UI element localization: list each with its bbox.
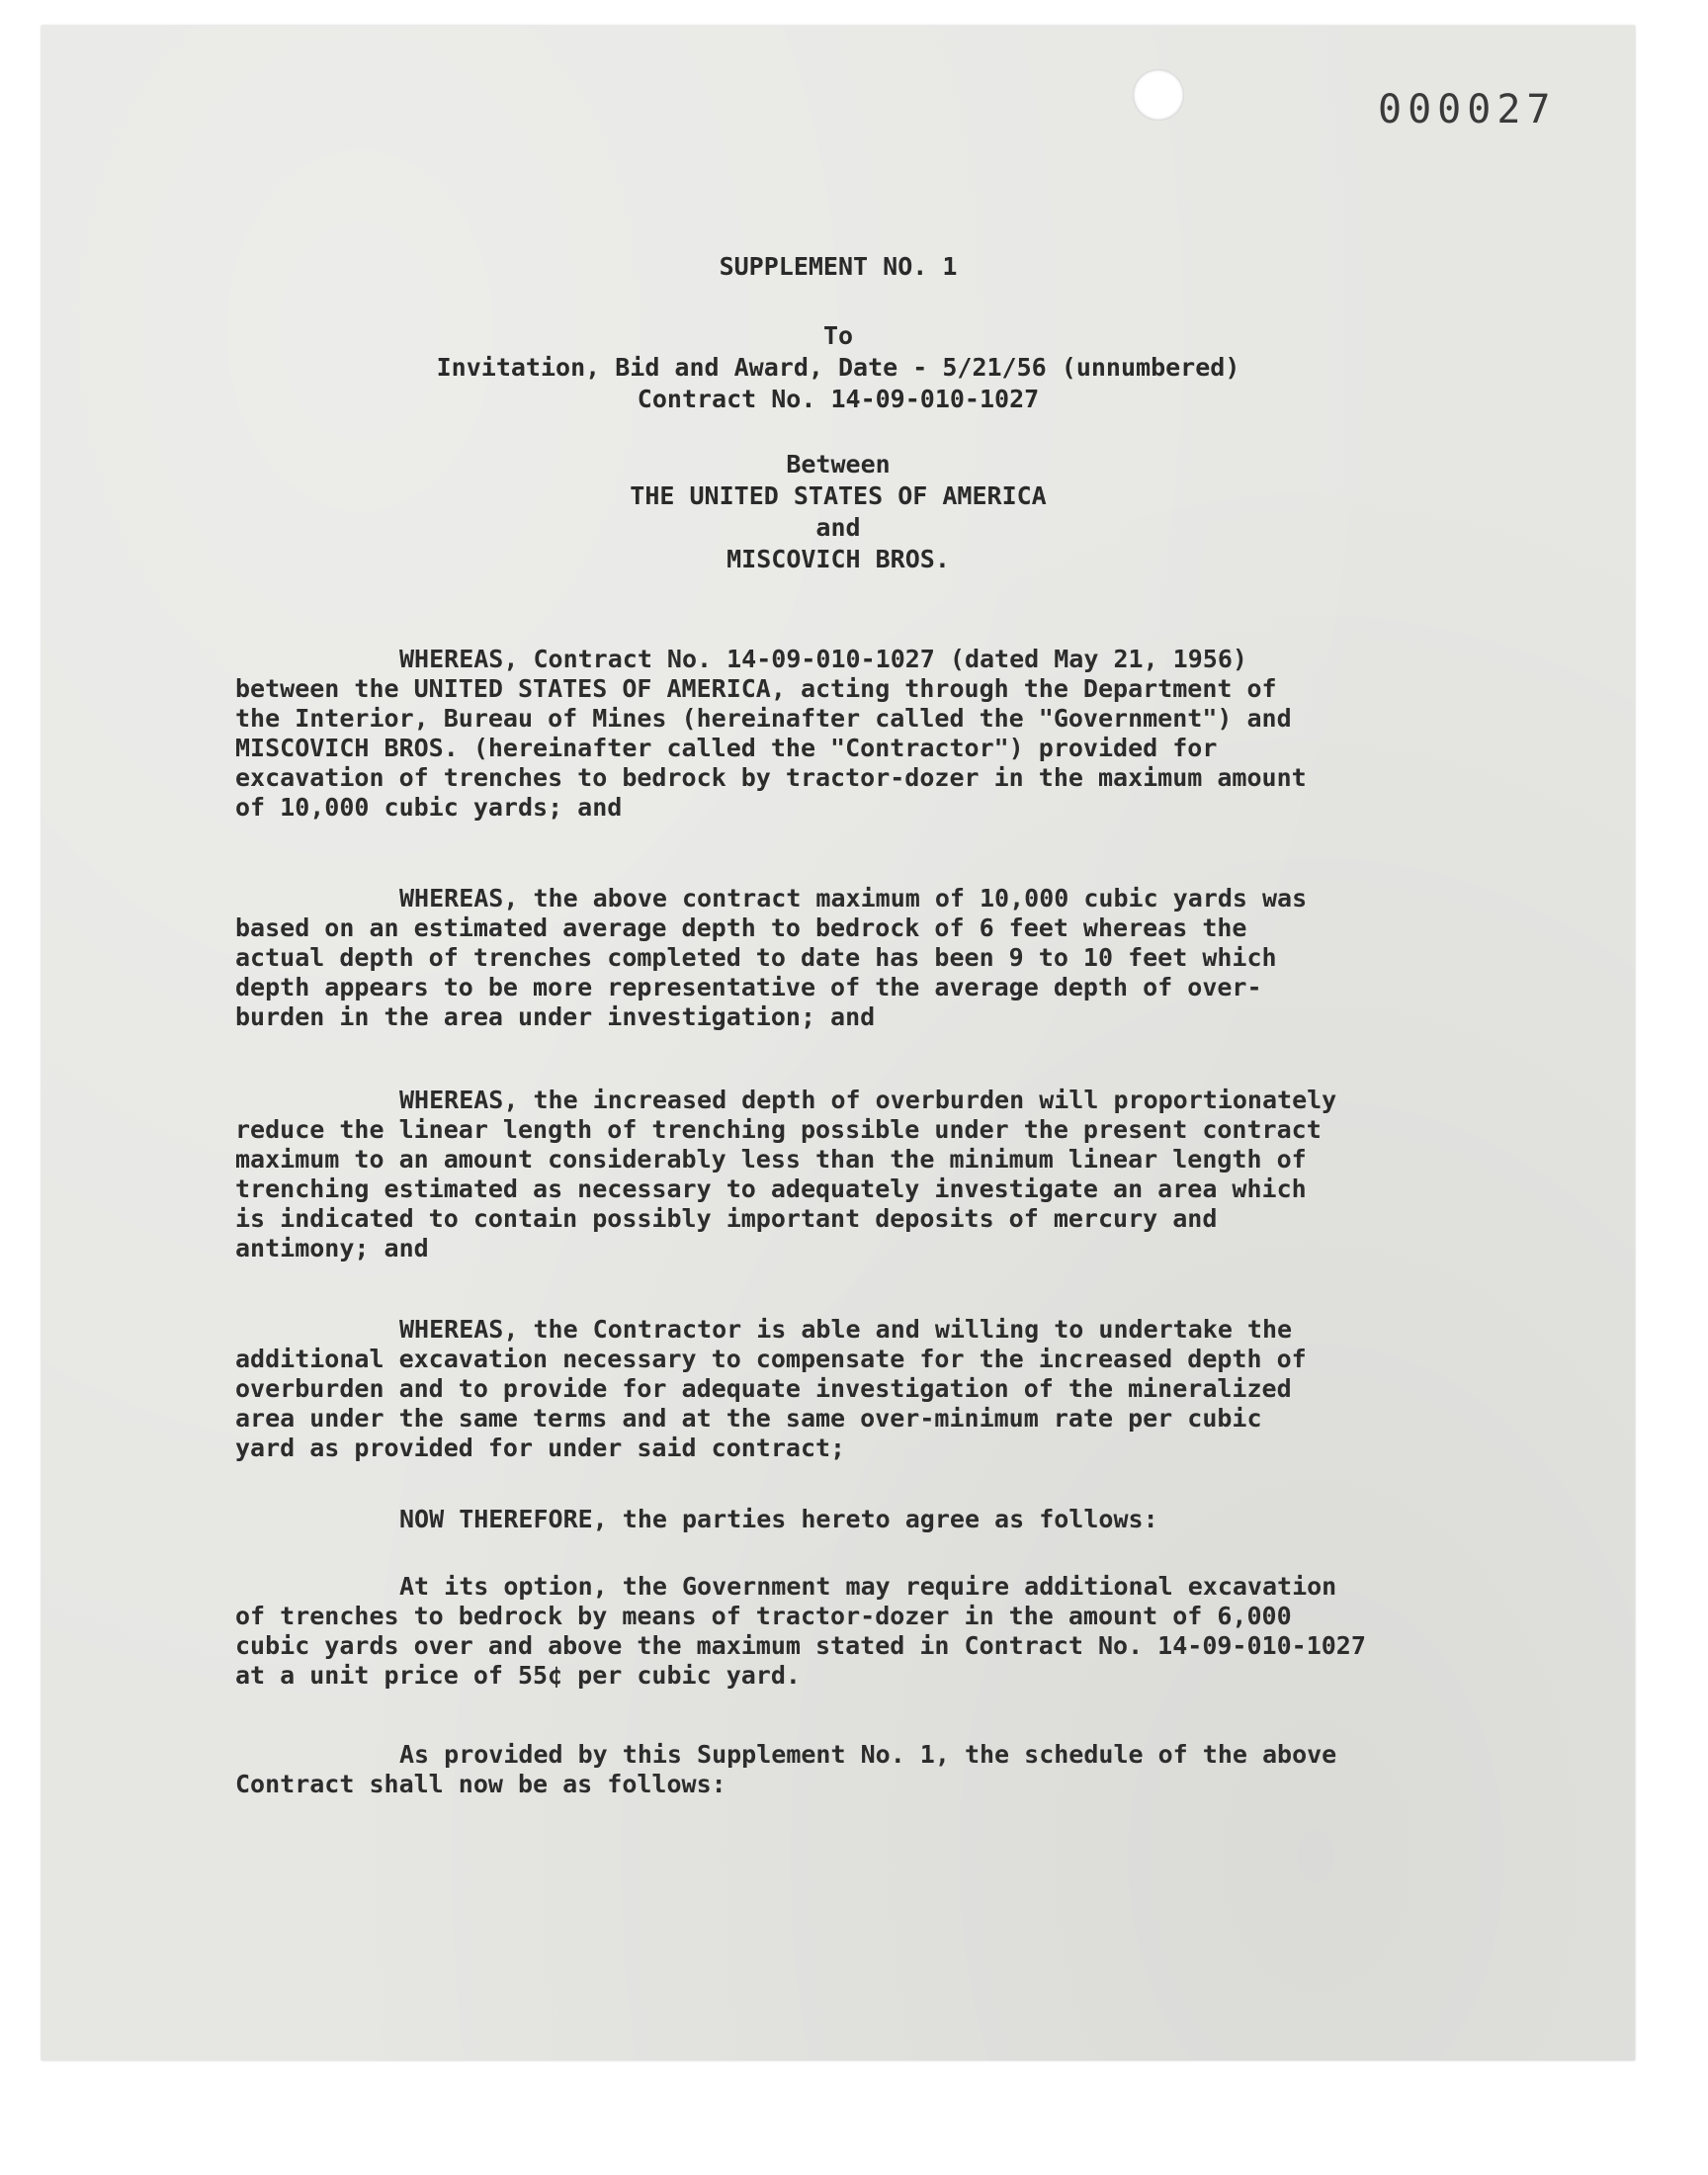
paragraph-line: of 10,000 cubic yards; and — [235, 793, 623, 822]
paragraph-line: excavation of trenches to bedrock by tractor-dozer in the maximum amount — [235, 763, 1307, 792]
paragraph-line: cubic yards over and above the maximum stated in Contract No. 14-09-010-1027 — [235, 1631, 1366, 1660]
paragraph-line: As provided by this Supplement No. 1, the schedule of the above — [399, 1740, 1337, 1769]
paragraph-line: MISCOVICH BROS. (hereinafter called the "Contractor") provided for — [235, 734, 1218, 762]
paragraph-whereas-2 — [235, 884, 1520, 1032]
invitation-line: Invitation, Bid and Award, Date - 5/21/56 (unnumbered) — [436, 353, 1240, 382]
paragraph-line: reduce the linear length of trenching possible under the present contract — [235, 1115, 1322, 1144]
paragraph-line: is indicated to contain possibly important deposits of mercury and — [235, 1204, 1218, 1233]
paragraph-now-therefore — [235, 1505, 1520, 1534]
document-page — [42, 26, 1635, 2060]
paragraph-schedule — [235, 1740, 1520, 1799]
paragraph-line: yard as provided for under said contract; — [235, 1434, 846, 1462]
paragraph-option — [235, 1572, 1520, 1691]
contract-line: Contract No. 14-09-010-1027 — [637, 385, 1040, 413]
paragraph-line: NOW THEREFORE, the parties hereto agree as follows: — [399, 1505, 1158, 1533]
paragraph-line: additional excavation necessary to compensate for the increased depth of — [235, 1345, 1307, 1373]
party-two: MISCOVICH BROS. — [726, 545, 950, 573]
paragraph-line: antimony; and — [235, 1234, 429, 1262]
party-one: THE UNITED STATES OF AMERICA — [630, 481, 1047, 510]
and-line: and — [815, 513, 861, 542]
paragraph-line: burden in the area under investigation; and — [235, 1002, 876, 1031]
paragraph-line: between the UNITED STATES OF AMERICA, acting through the Department of — [235, 674, 1277, 703]
paragraph-line: overburden and to provide for adequate investigation of the mineralized — [235, 1374, 1292, 1403]
paragraph-whereas-3 — [235, 1086, 1520, 1263]
punch-hole — [1133, 69, 1184, 121]
page-number: 000027 — [1378, 87, 1557, 132]
paragraph-line: of trenches to bedrock by means of tractor-dozer in the amount of 6,000 — [235, 1602, 1292, 1630]
between-line: Between — [786, 450, 891, 478]
paragraph-line: based on an estimated average depth to bedrock of 6 feet whereas the — [235, 914, 1247, 942]
paragraph-line: actual depth of trenches completed to date has been 9 to 10 feet which — [235, 943, 1277, 972]
paragraph-whereas-4 — [235, 1315, 1520, 1463]
paragraph-line: at a unit price of 55¢ per cubic yard. — [235, 1661, 801, 1690]
paragraph-line: maximum to an amount considerably less than the minimum linear length of — [235, 1145, 1307, 1174]
paragraph-line: area under the same terms and at the same over-minimum rate per cubic — [235, 1404, 1262, 1433]
paragraph-line: depth appears to be more representative of the average depth of over- — [235, 973, 1262, 1001]
to-line: To — [822, 321, 854, 350]
paragraph-line: Contract shall now be as follows: — [235, 1770, 726, 1798]
paragraph-line: WHEREAS, the above contract maximum of 10,000 cubic yards was — [399, 884, 1308, 913]
paragraph-line: the Interior, Bureau of Mines (hereinafter called the "Government") and — [235, 704, 1292, 733]
paragraph-whereas-1 — [235, 645, 1520, 823]
paragraph-line: trenching estimated as necessary to adequately investigate an area which — [235, 1174, 1307, 1203]
paragraph-line: WHEREAS, Contract No. 14-09-010-1027 (dated May 21, 1956) — [399, 645, 1247, 673]
paragraph-line: At its option, the Government may require additional excavation — [399, 1572, 1337, 1601]
paragraph-line: WHEREAS, the Contractor is able and willing to undertake the — [399, 1315, 1293, 1344]
paragraph-line: WHEREAS, the increased depth of overburden will proportionately — [399, 1086, 1337, 1114]
document-title: SUPPLEMENT NO. 1 — [719, 252, 958, 281]
